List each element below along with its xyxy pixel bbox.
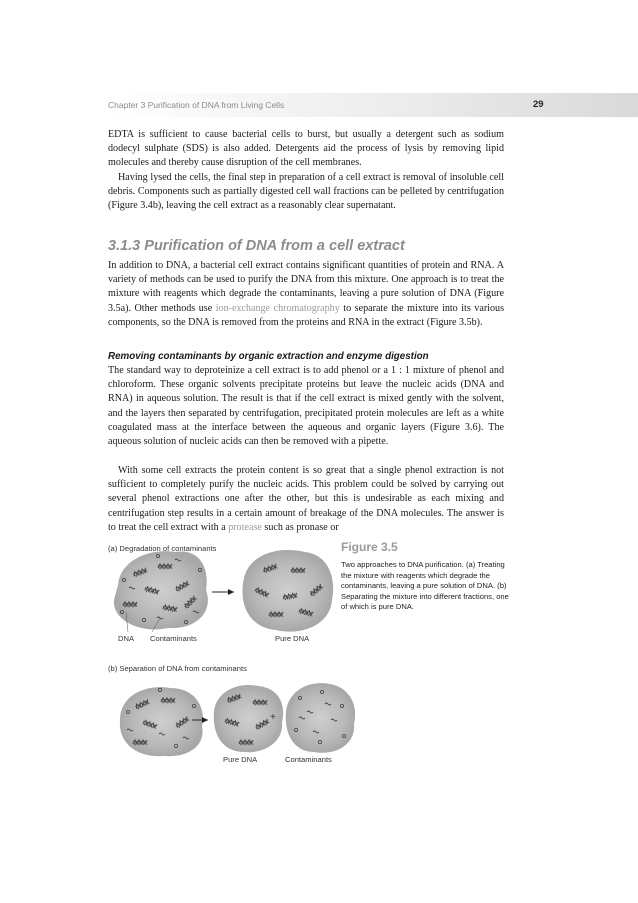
page-number: 29: [533, 99, 544, 110]
paragraph-edta: EDTA is sufficient to cause bacterial cells to burst, but usually a detergent such as sodium dodecyl sulphate (SDS) is also added. Detergents aid the process of lysis by removing lipid molecules and thereby cause disruption of the cell membranes.: [108, 129, 504, 169]
figure-caption: Two approaches to DNA purification. (a) Treating the mixture with reagents which degrade the contaminants, leaving a pure solution of DNA. (b) Separating the mixture into different fractions, one of which is pure DNA.: [341, 560, 509, 612]
paragraph-cell-debris: Having lysed the cells, the final step in preparation of a cell extract is removal of insoluble cell debris. Components such as partially digested cell wall fractions can be pelleted by centrifugation (Figure 3.4b), leaving the cell extract as a reasonably clear supernatant.: [108, 172, 504, 212]
chapter-title: Chapter 3 Purification of DNA from Living Cells: [108, 100, 285, 110]
subsection-heading: Removing contaminants by organic extraction and enzyme digestion: [108, 351, 429, 362]
contaminants-label-b: Contaminants: [285, 755, 332, 764]
dna-label: DNA: [118, 634, 135, 643]
term-ion-exchange: ion-exchange chromatography: [215, 302, 340, 314]
paragraph-extract-contents: In addition to DNA, a bacterial cell extract contains significant quantities of protein and RNA. A variety of methods can be used to purify the DNA from this mixture. One approach is to treat the mixture with reagents which degrade the contaminants, leaving a pure solution of DNA (Figure 3.5a). Other methods use ion-exchange chromatography to separate the mixture into its various components, so the DNA is removed from the proteins and RNA in the extract (Figure 3.5b).: [108, 260, 505, 328]
term-protease: protease: [228, 521, 262, 533]
panel-b-label: (b) Separation of DNA from contaminants: [108, 664, 247, 673]
mixture-blob-b: [120, 687, 203, 756]
pure-dna-label-a: Pure DNA: [275, 634, 310, 643]
pure-dna-label-b: Pure DNA: [223, 755, 258, 764]
section-heading: 3.1.3 Purification of DNA from a cell extract: [108, 238, 405, 254]
paragraph-phenol: The standard way to deproteinize a cell extract is to add phenol or a 1 : 1 mixture of phenol and chloroform. These organic solvents precipitate proteins but leave the nucleic acids (DNA and RNA) in aqueous solution. The result is that if the cell extract is mixed gently with the solvent, and the layers then separated by centrifugation, precipitated protein molecules are left as a white coagulated mass at the interface between the aqueous and organic layers (Figure 3.6). The aqueous solution of nucleic acids can then be removed with a pipette.: [108, 365, 504, 448]
pure-dna-blob-a: [242, 550, 333, 632]
panel-a-label: (a) Degradation of contaminants: [108, 544, 217, 553]
paragraph-protease: With some cell extracts the protein content is so great that a single phenol extraction is not sufficient to completely purify the nucleic acids. This problem could be solved by carrying out several phenol extractions one after the other, but this is undesirable as each mixing and centrifugation step results in a certain amount of breakage of the DNA molecules. The answer is to treat the cell extract with a protease such as pronase or: [108, 465, 504, 533]
mixture-blob-a: [114, 551, 208, 629]
contaminants-label-a: Contaminants: [150, 634, 197, 643]
contaminants-blob-b: [286, 683, 355, 753]
figure-title: Figure 3.5: [341, 540, 398, 554]
plus-sign: +: [270, 712, 276, 723]
